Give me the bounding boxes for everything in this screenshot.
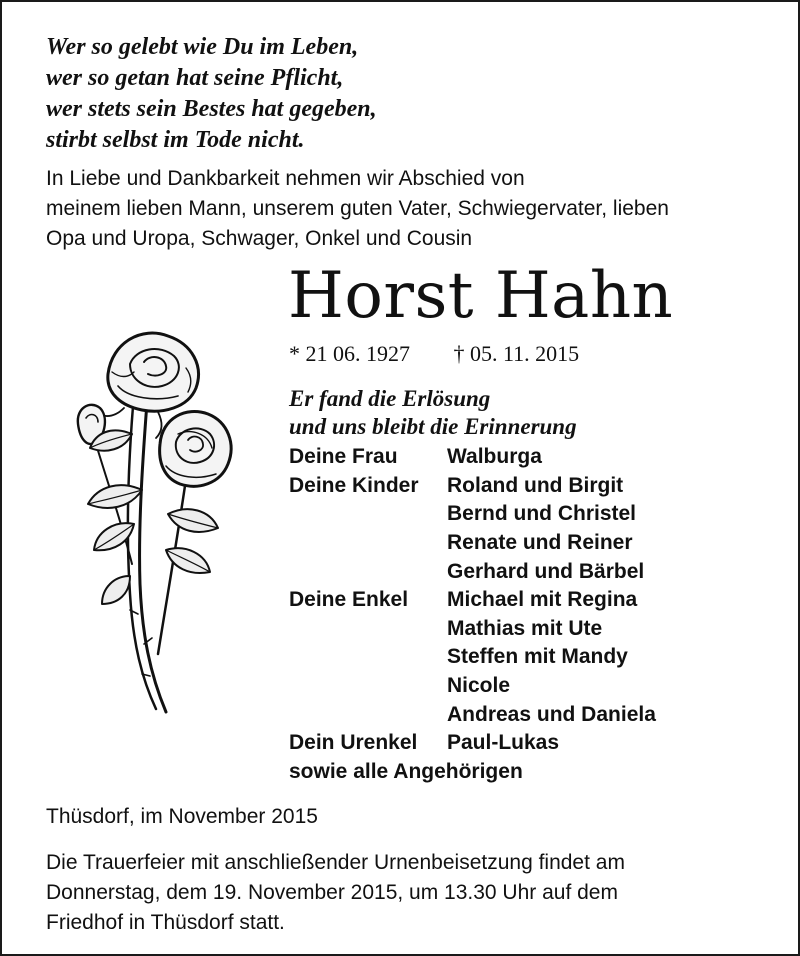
relation-label: Dein Urenkel [289, 731, 418, 755]
poem-line-4: stirbt selbst im Tode nicht. [46, 127, 305, 153]
closing-line: sowie alle Angehörigen [289, 760, 523, 783]
relative-name: Bernd und Christel [447, 502, 637, 526]
family-row [289, 700, 749, 729]
service-line-3: Friedhof in Thüsdorf statt. [46, 911, 285, 934]
family-row [289, 472, 749, 501]
family-row [289, 557, 749, 586]
relative-name: Gerhard und Bärbel [447, 559, 645, 583]
relation-label: Deine Enkel [289, 588, 409, 612]
motto-line-2: und uns bleibt die Erinnerung [289, 414, 577, 439]
memorial-poem [46, 32, 606, 156]
family-row [289, 615, 749, 644]
relative-name: Mathias mit Ute [447, 616, 603, 640]
intro-line-3: Opa und Uropa, Schwager, Onkel und Cousin [46, 227, 473, 250]
service-line-1: Die Trauerfeier mit anschließender Urnenbeisetzung findet am [46, 851, 625, 874]
poem-line-1: Wer so gelebt wie Du im Leben, [46, 34, 359, 60]
place-and-date: Thüsdorf, im November 2015 [46, 805, 318, 828]
family-row [289, 529, 749, 558]
death-date: † 05. 11. 2015 [453, 341, 580, 366]
birth-date: * 21 06. 1927 [289, 341, 410, 366]
service-line-2: Donnerstag, dem 19. November 2015, um 13.30 Uhr auf dem [46, 881, 618, 904]
family-row [289, 672, 749, 701]
relative-name: Nicole [447, 674, 511, 698]
rose-illustration-icon [38, 314, 258, 719]
relative-name: Paul-Lukas [447, 731, 560, 755]
poem-line-2: wer so getan hat seine Pflicht, [46, 65, 344, 91]
relative-name: Andreas und Daniela [447, 702, 656, 726]
family-list [289, 443, 749, 758]
family-row [289, 586, 749, 615]
family-row [289, 643, 749, 672]
poem-line-3: wer stets sein Bestes hat gegeben, [46, 96, 377, 122]
funeral-service-info [46, 848, 766, 938]
family-row [289, 443, 749, 472]
relation-label: Deine Kinder [289, 473, 419, 497]
intro-text [46, 164, 766, 254]
motto-line-1: Er fand die Erlösung [289, 386, 491, 411]
relation-label: Deine Frau [289, 445, 398, 469]
family-row [289, 500, 749, 529]
family-row [289, 729, 749, 758]
relative-name: Walburga [447, 445, 542, 469]
relative-name: Roland und Birgit [447, 473, 624, 497]
intro-line-1: In Liebe und Dankbarkeit nehmen wir Abschied von [46, 167, 525, 190]
relative-name: Renate und Reiner [447, 531, 633, 555]
motto [289, 385, 577, 441]
relative-name: Steffen mit Mandy [447, 645, 628, 669]
deceased-name: Horst Hahn [288, 259, 674, 333]
life-dates [289, 340, 579, 368]
relative-name: Michael mit Regina [447, 588, 638, 612]
intro-line-2: meinem lieben Mann, unserem guten Vater, Schwiegervater, lieben [46, 197, 669, 220]
